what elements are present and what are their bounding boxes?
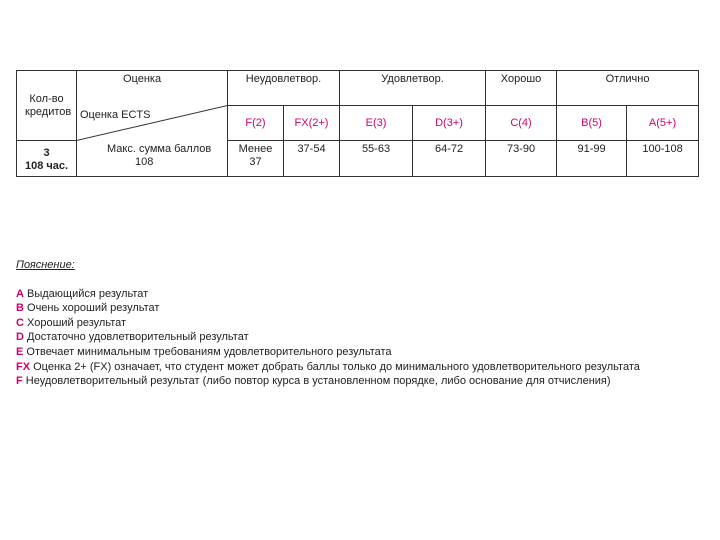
ects-label: Оценка ECTS [80, 109, 151, 121]
ects-a: A(5+) [627, 106, 699, 141]
group-unsatisfactory: Неудовлетвор. [228, 71, 340, 106]
legend-item-fx [16, 360, 640, 375]
legend-text: Очень хороший результат [23, 302, 160, 315]
legend-item-d [16, 330, 640, 345]
ects-f: F(2) [228, 106, 284, 141]
legend-text: Хороший результат [23, 316, 127, 329]
range-b: 91-99 [557, 141, 627, 177]
legend-heading: Пояснение: [16, 259, 75, 271]
legend-code: C [16, 316, 24, 329]
max-score-value: 108 [135, 156, 154, 168]
legend-item-a [16, 287, 640, 302]
credits-header: Кол-во кредитов [17, 71, 77, 141]
legend-code: B [16, 302, 24, 315]
credits-cell [17, 141, 77, 177]
range-d: 64-72 [413, 141, 486, 177]
ects-fx: FX(2+) [284, 106, 340, 141]
range-e: 55-63 [340, 141, 413, 177]
legend-item-c [16, 316, 640, 331]
range-fx: 37-54 [284, 141, 340, 177]
ects-b: B(5) [557, 106, 627, 141]
legend-code: E [16, 345, 24, 358]
legend-code: F [16, 375, 23, 388]
grade-label: Оценка [123, 73, 162, 85]
legend-item-f [16, 374, 640, 389]
legend-block [16, 258, 640, 389]
legend-item-b [16, 301, 640, 316]
group-excellent: Отлично [557, 71, 699, 106]
diagonal-header-cell [77, 71, 228, 177]
range-a: 100-108 [627, 141, 699, 177]
legend-code: A [16, 287, 24, 300]
credits-value: 3 [43, 146, 50, 159]
legend-text: Оценка 2+ (FX) означает, что студент может добрать баллы только до минимального удовлетворительного результата [30, 360, 640, 373]
max-score-label: Макс. сумма баллов [107, 143, 212, 155]
legend-text: Достаточно удовлетворительный результат [23, 331, 249, 344]
range-c: 73-90 [486, 141, 557, 177]
legend-text: Отвечает минимальным требованиям удовлетворительного результата [23, 345, 392, 358]
legend-text: Выдающийся результат [23, 287, 149, 300]
hours-value: 108 час. [24, 159, 69, 172]
legend-code: FX [16, 360, 31, 373]
legend-item-e [16, 345, 640, 360]
legend-text: Неудовлетворительный результат (либо повтор курса в установленном порядке, либо основание для отчисления) [22, 375, 611, 388]
ects-e: E(3) [340, 106, 413, 141]
ects-c: C(4) [486, 106, 557, 141]
ects-d: D(3+) [413, 106, 486, 141]
group-satisfactory: Удовлетвор. [340, 71, 486, 106]
legend-code: D [16, 331, 24, 344]
range-f: Менее 37 [228, 141, 284, 177]
grading-table [16, 70, 699, 177]
group-good: Хорошо [486, 71, 557, 106]
